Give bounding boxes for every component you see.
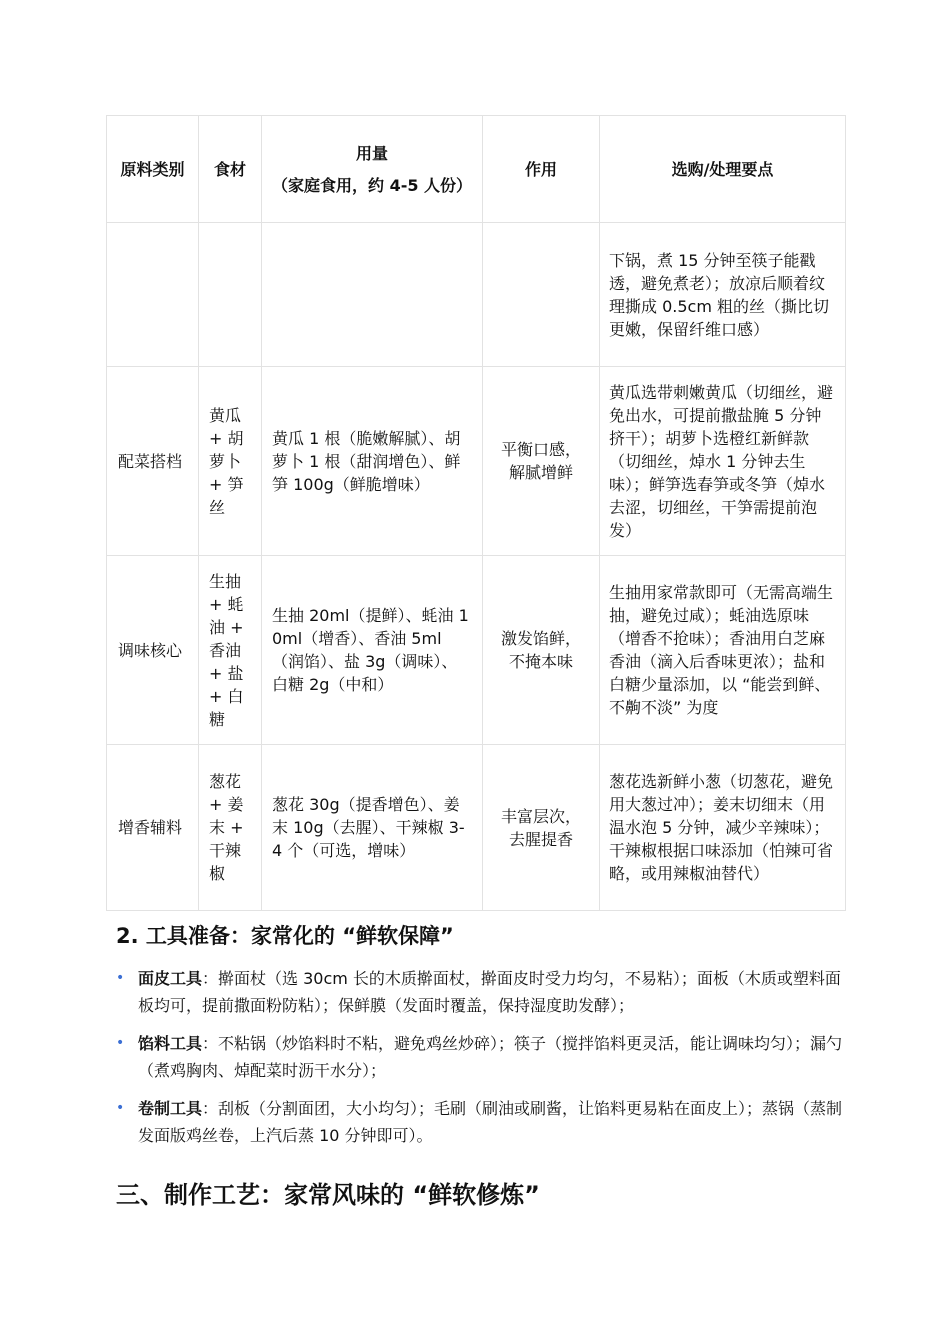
list-item-label: 卷制工具 (138, 1099, 203, 1118)
header-amount (262, 116, 483, 223)
list-item-label: 馅料工具 (138, 1034, 203, 1053)
table-row (107, 223, 846, 367)
ingredients-table (106, 115, 846, 911)
header-effect: 作用 (483, 116, 600, 223)
header-amount-sub: （家庭食用，约 4-5 人份） (272, 175, 473, 195)
cell-tips: 下锅，煮 15 分钟至筷子能戳透，避免煮老）；放凉后顺着纹理撕成 0.5cm 粗的丝（撕比切更嫩，保留纤维口感） (600, 223, 846, 367)
table-header-row (107, 116, 846, 223)
list-item-text: ：刮板（分割面团，大小均匀）；毛刷（刷油或刷酱，让馅料更易粘在面皮上）；蒸锅（蒸制发面版鸡丝卷，上汽后蒸 10 分钟即可）。 (138, 1099, 843, 1145)
list-item-label: 面皮工具 (138, 969, 203, 988)
cell-category (107, 223, 199, 367)
list-item-text: ：不粘锅（炒馅料时不粘，避免鸡丝炒碎）；筷子（搅拌馅料更灵活，能让调味均匀）；漏勺（煮鸡胸肉、焯配菜时沥干水分）； (138, 1034, 843, 1080)
list-item-text: ：擀面杖（选 30cm 长的木质擀面杖，擀面皮时受力均匀，不易粘）；面板（木质或塑料面板均可，提前撒面粉防粘）；保鲜膜（发面时覆盖，保持湿度助发酵）； (138, 969, 841, 1015)
cell-category: 增香辅料 (107, 745, 199, 911)
cell-category: 调味核心 (107, 556, 199, 745)
table-row (107, 745, 846, 911)
cell-effect: 激发馅鲜，不掩本味 (483, 556, 600, 745)
cell-tips: 葱花选新鲜小葱（切葱花，避免用大葱过冲）；姜末切细末（用温水泡 5 分钟，减少辛辣味）；干辣椒根据口味添加（怕辣可省略，或用辣椒油替代） (600, 745, 846, 911)
cell-amount: 生抽 20ml（提鲜）、蚝油 10ml（增香）、香油 5ml（润馅）、盐 3g（调味）、白糖 2g（中和） (262, 556, 483, 745)
tools-list (116, 965, 844, 1160)
table-row (107, 556, 846, 745)
cell-food: 黄瓜 + 胡萝卜 + 笋丝 (199, 367, 262, 556)
cell-amount: 黄瓜 1 根（脆嫩解腻）、胡萝卜 1 根（甜润增色）、鲜笋 100g（鲜脆增味） (262, 367, 483, 556)
bullet-icon: • (116, 1100, 125, 1116)
header-food: 食材 (199, 116, 262, 223)
cell-category: 配菜搭档 (107, 367, 199, 556)
cell-food (199, 223, 262, 367)
cell-tips: 生抽用家常款即可（无需高端生抽，避免过咸）；蚝油选原味（增香不抢味）；香油用白芝麻香油（滴入后香味更浓）；盐和白糖少量添加，以 “能尝到鲜、不齁不淡” 为度 (600, 556, 846, 745)
cell-effect: 丰富层次，去腥提香 (483, 745, 600, 911)
bullet-icon: • (116, 970, 125, 986)
cell-food: 生抽 + 蚝油 + 香油 + 盐 + 白糖 (199, 556, 262, 745)
bullet-icon: • (116, 1035, 125, 1051)
list-item (116, 1095, 844, 1149)
cell-amount (262, 223, 483, 367)
cell-effect (483, 223, 600, 367)
chapter-heading-process: 三、制作工艺：家常风味的 “鲜软修炼” (116, 1181, 540, 1209)
cell-effect: 平衡口感，解腻增鲜 (483, 367, 600, 556)
table-row (107, 367, 846, 556)
cell-tips: 黄瓜选带刺嫩黄瓜（切细丝，避免出水，可提前撒盐腌 5 分钟挤干）；胡萝卜选橙红新鲜款（切细丝，焯水 1 分钟去生味）；鲜笋选春笋或冬笋（焯水去涩，切细丝，干笋需提前泡发） (600, 367, 846, 556)
cell-food: 葱花 + 姜末 + 干辣椒 (199, 745, 262, 911)
list-item (116, 965, 844, 1019)
section-heading-tools: 2. 工具准备：家常化的 “鲜软保障” (116, 924, 454, 948)
cell-amount: 葱花 30g（提香增色）、姜末 10g（去腥）、干辣椒 3-4 个（可选，增味） (262, 745, 483, 911)
list-item (116, 1030, 844, 1084)
header-amount-main: 用量 (355, 143, 388, 163)
header-tips: 选购/处理要点 (600, 116, 846, 223)
header-category: 原料类别 (107, 116, 199, 223)
